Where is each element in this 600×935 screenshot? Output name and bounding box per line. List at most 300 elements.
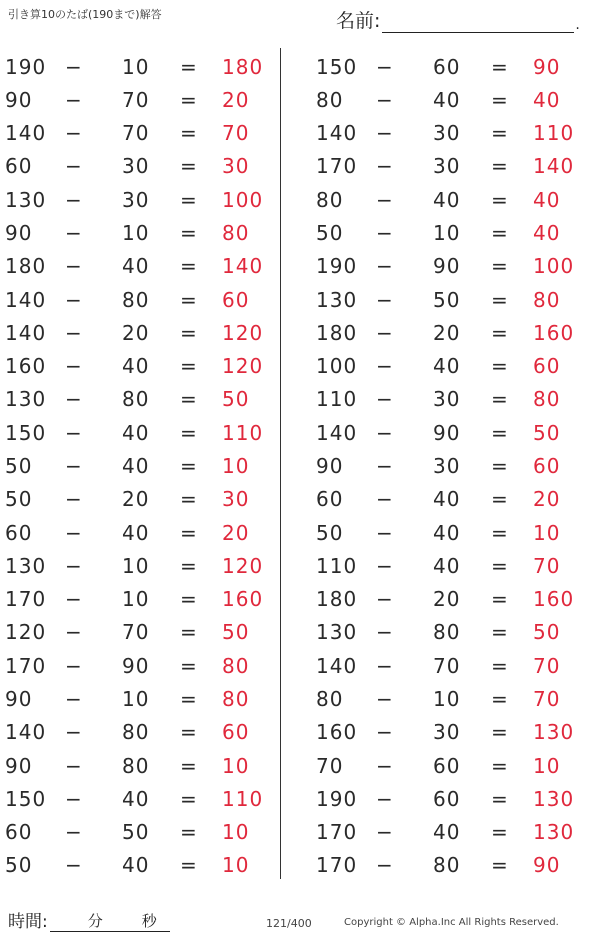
problem-row	[316, 583, 586, 616]
subtrahend: 40	[122, 786, 150, 811]
minus-sign: −	[65, 187, 83, 212]
answer: 160	[533, 587, 575, 612]
subtrahend: 80	[433, 620, 461, 645]
minus-sign: −	[65, 420, 83, 445]
equals-sign: =	[180, 653, 198, 678]
answer: 40	[533, 87, 561, 112]
minus-sign: −	[376, 454, 394, 479]
problem-row	[316, 383, 586, 416]
subtrahend: 20	[122, 320, 150, 345]
minuend: 170	[5, 587, 47, 612]
equals-sign: =	[180, 254, 198, 279]
answer: 10	[222, 853, 250, 878]
subtrahend: 30	[433, 720, 461, 745]
name-line-end-dot: .	[575, 17, 580, 33]
problem-row	[316, 749, 586, 782]
answer: 40	[533, 221, 561, 246]
answer: 70	[533, 553, 561, 578]
minuend: 140	[316, 420, 358, 445]
minus-sign: −	[376, 154, 394, 179]
equals-sign: =	[491, 487, 509, 512]
minuend: 60	[5, 820, 33, 845]
answer: 60	[533, 454, 561, 479]
problem-row	[5, 350, 275, 383]
subtrahend: 60	[433, 54, 461, 79]
minuend: 100	[316, 354, 358, 379]
minus-sign: −	[376, 54, 394, 79]
equals-sign: =	[180, 820, 198, 845]
problem-row	[5, 815, 275, 848]
equals-sign: =	[180, 620, 198, 645]
subtrahend: 30	[433, 387, 461, 412]
minus-sign: −	[65, 121, 83, 146]
minuend: 140	[316, 121, 358, 146]
subtrahend: 30	[433, 454, 461, 479]
problem-row	[316, 815, 586, 848]
answer: 80	[222, 653, 250, 678]
problem-row	[316, 183, 586, 216]
minus-sign: −	[376, 520, 394, 545]
subtrahend: 10	[122, 553, 150, 578]
minuend: 80	[316, 187, 344, 212]
subtrahend: 40	[433, 87, 461, 112]
answer: 30	[222, 154, 250, 179]
subtrahend: 70	[122, 87, 150, 112]
subtrahend: 20	[433, 320, 461, 345]
minus-sign: −	[376, 354, 394, 379]
subtrahend: 70	[122, 620, 150, 645]
problem-row	[316, 649, 586, 682]
equals-sign: =	[491, 720, 509, 745]
minus-sign: −	[376, 420, 394, 445]
problem-row	[316, 449, 586, 482]
answer: 120	[222, 553, 264, 578]
equals-sign: =	[491, 686, 509, 711]
subtrahend: 40	[433, 520, 461, 545]
subtrahend: 80	[122, 720, 150, 745]
minuend: 190	[316, 786, 358, 811]
problem-row	[5, 716, 275, 749]
equals-sign: =	[491, 121, 509, 146]
answer: 60	[222, 287, 250, 312]
minus-sign: −	[65, 487, 83, 512]
subtrahend: 70	[122, 121, 150, 146]
answer: 20	[533, 487, 561, 512]
minus-sign: −	[65, 786, 83, 811]
answer: 130	[533, 720, 575, 745]
equals-sign: =	[180, 720, 198, 745]
minus-sign: −	[65, 553, 83, 578]
answer: 80	[222, 686, 250, 711]
problem-row	[5, 549, 275, 582]
minus-sign: −	[65, 686, 83, 711]
answer: 140	[222, 254, 264, 279]
minus-sign: −	[376, 121, 394, 146]
equals-sign: =	[180, 420, 198, 445]
answer: 70	[533, 686, 561, 711]
problem-row	[5, 849, 275, 882]
minuend: 170	[316, 820, 358, 845]
copyright-notice: Copyright © Alpha.Inc All Rights Reserved.	[344, 917, 559, 928]
minuend: 110	[316, 553, 358, 578]
minus-sign: −	[376, 320, 394, 345]
problem-row	[5, 383, 275, 416]
worksheet-title: 引き算10のたば(190まで)解答	[8, 8, 162, 21]
subtrahend: 80	[122, 287, 150, 312]
minus-sign: −	[65, 820, 83, 845]
answer: 80	[222, 221, 250, 246]
equals-sign: =	[180, 387, 198, 412]
subtrahend: 90	[122, 653, 150, 678]
subtrahend: 40	[433, 553, 461, 578]
problem-row	[5, 50, 275, 83]
answer: 130	[533, 786, 575, 811]
subtrahend: 40	[122, 354, 150, 379]
problem-row	[316, 117, 586, 150]
subtrahend: 40	[433, 187, 461, 212]
subtrahend: 70	[433, 653, 461, 678]
minuend: 90	[5, 753, 33, 778]
minuend: 120	[5, 620, 47, 645]
subtrahend: 10	[433, 221, 461, 246]
name-blank-line	[382, 12, 574, 33]
minuend: 90	[5, 221, 33, 246]
minuend: 50	[316, 520, 344, 545]
seconds-label: 秒	[141, 912, 157, 930]
minus-sign: −	[376, 620, 394, 645]
answer: 50	[533, 620, 561, 645]
minuend: 130	[5, 387, 47, 412]
minuend: 50	[5, 454, 33, 479]
answer: 10	[222, 454, 250, 479]
minus-sign: −	[65, 587, 83, 612]
equals-sign: =	[180, 454, 198, 479]
problem-row	[316, 250, 586, 283]
minus-sign: −	[65, 287, 83, 312]
answer: 10	[533, 520, 561, 545]
equals-sign: =	[491, 254, 509, 279]
subtrahend: 10	[122, 587, 150, 612]
minuend: 190	[5, 54, 47, 79]
minus-sign: −	[65, 520, 83, 545]
minuend: 90	[5, 87, 33, 112]
minus-sign: −	[65, 387, 83, 412]
minuend: 190	[316, 254, 358, 279]
minuend: 140	[5, 287, 47, 312]
problem-row	[5, 583, 275, 616]
equals-sign: =	[491, 620, 509, 645]
problem-row	[5, 216, 275, 249]
answer: 180	[222, 54, 264, 79]
minuend: 150	[316, 54, 358, 79]
minuend: 130	[316, 287, 358, 312]
subtrahend: 40	[122, 520, 150, 545]
answer: 90	[533, 54, 561, 79]
problem-row	[5, 83, 275, 116]
subtrahend: 40	[433, 820, 461, 845]
minuend: 110	[316, 387, 358, 412]
problem-row	[5, 449, 275, 482]
subtrahend: 30	[433, 121, 461, 146]
minuend: 170	[316, 853, 358, 878]
minus-sign: −	[65, 720, 83, 745]
minus-sign: −	[376, 753, 394, 778]
minuend: 170	[5, 653, 47, 678]
equals-sign: =	[491, 387, 509, 412]
answer: 140	[533, 154, 575, 179]
answer: 110	[533, 121, 575, 146]
answer: 10	[533, 753, 561, 778]
answer: 110	[222, 786, 264, 811]
minus-sign: −	[376, 820, 394, 845]
minuend: 60	[316, 487, 344, 512]
answer: 80	[533, 287, 561, 312]
subtrahend: 80	[433, 853, 461, 878]
equals-sign: =	[180, 853, 198, 878]
minuend: 180	[316, 320, 358, 345]
page-number: 121/400	[266, 917, 312, 930]
answer: 70	[533, 653, 561, 678]
problem-row	[316, 83, 586, 116]
column-divider	[280, 48, 281, 879]
minuend: 60	[5, 154, 33, 179]
equals-sign: =	[180, 520, 198, 545]
subtrahend: 40	[122, 454, 150, 479]
problem-row	[316, 716, 586, 749]
problem-row	[316, 616, 586, 649]
problem-row	[316, 782, 586, 815]
subtrahend: 80	[122, 387, 150, 412]
problem-row	[5, 782, 275, 815]
equals-sign: =	[180, 553, 198, 578]
minus-sign: −	[65, 320, 83, 345]
answer: 90	[533, 853, 561, 878]
name-label: 名前:	[336, 10, 381, 32]
subtrahend: 40	[122, 254, 150, 279]
minuend: 160	[5, 354, 47, 379]
problem-row	[5, 749, 275, 782]
minus-sign: −	[376, 287, 394, 312]
problem-row	[5, 316, 275, 349]
problem-row	[316, 849, 586, 882]
answer: 80	[533, 387, 561, 412]
equals-sign: =	[491, 287, 509, 312]
problem-row	[5, 516, 275, 549]
minuend: 60	[5, 520, 33, 545]
problem-row	[316, 150, 586, 183]
problem-row	[316, 316, 586, 349]
answer: 20	[222, 520, 250, 545]
equals-sign: =	[180, 54, 198, 79]
minuend: 80	[316, 686, 344, 711]
subtrahend: 10	[122, 221, 150, 246]
answer: 160	[533, 320, 575, 345]
equals-sign: =	[180, 187, 198, 212]
minus-sign: −	[376, 720, 394, 745]
subtrahend: 60	[433, 786, 461, 811]
equals-sign: =	[491, 753, 509, 778]
minus-sign: −	[376, 853, 394, 878]
minuend: 170	[316, 154, 358, 179]
answer: 60	[222, 720, 250, 745]
equals-sign: =	[180, 487, 198, 512]
minus-sign: −	[376, 686, 394, 711]
minus-sign: −	[65, 254, 83, 279]
minus-sign: −	[376, 786, 394, 811]
equals-sign: =	[491, 454, 509, 479]
equals-sign: =	[180, 287, 198, 312]
minus-sign: −	[65, 87, 83, 112]
problem-row	[5, 649, 275, 682]
subtrahend: 20	[433, 587, 461, 612]
problem-row	[5, 682, 275, 715]
equals-sign: =	[180, 686, 198, 711]
answer: 100	[533, 254, 575, 279]
minuend: 50	[316, 221, 344, 246]
minus-sign: −	[376, 487, 394, 512]
subtrahend: 30	[122, 154, 150, 179]
minuend: 150	[5, 420, 47, 445]
equals-sign: =	[491, 187, 509, 212]
answer: 50	[222, 387, 250, 412]
equals-sign: =	[491, 853, 509, 878]
subtrahend: 80	[122, 753, 150, 778]
problem-row	[5, 616, 275, 649]
subtrahend: 90	[433, 254, 461, 279]
time-label: 時間:	[8, 912, 48, 932]
problem-row	[316, 350, 586, 383]
subtrahend: 30	[122, 187, 150, 212]
problem-row	[316, 516, 586, 549]
equals-sign: =	[491, 354, 509, 379]
equals-sign: =	[491, 54, 509, 79]
problem-row	[5, 283, 275, 316]
problem-row	[316, 216, 586, 249]
minus-sign: −	[376, 653, 394, 678]
minuend: 90	[316, 454, 344, 479]
minuend: 180	[5, 254, 47, 279]
subtrahend: 40	[433, 487, 461, 512]
minus-sign: −	[376, 187, 394, 212]
minus-sign: −	[65, 620, 83, 645]
time-blank-line	[50, 911, 170, 932]
subtrahend: 10	[122, 686, 150, 711]
answer: 50	[533, 420, 561, 445]
answer: 40	[533, 187, 561, 212]
minuend: 150	[5, 786, 47, 811]
minuend: 70	[316, 753, 344, 778]
minus-sign: −	[65, 154, 83, 179]
equals-sign: =	[180, 121, 198, 146]
equals-sign: =	[491, 87, 509, 112]
answer: 160	[222, 587, 264, 612]
subtrahend: 10	[122, 54, 150, 79]
name-field	[336, 6, 580, 33]
answer: 60	[533, 354, 561, 379]
minutes-label: 分	[87, 912, 103, 930]
minuend: 140	[316, 653, 358, 678]
subtrahend: 40	[122, 853, 150, 878]
answer: 20	[222, 87, 250, 112]
minuend: 130	[5, 187, 47, 212]
equals-sign: =	[180, 87, 198, 112]
problem-row	[316, 549, 586, 582]
minuend: 130	[5, 553, 47, 578]
answer: 100	[222, 187, 264, 212]
answer: 30	[222, 487, 250, 512]
subtrahend: 50	[122, 820, 150, 845]
equals-sign: =	[180, 354, 198, 379]
minus-sign: −	[65, 354, 83, 379]
answer: 10	[222, 753, 250, 778]
answer: 110	[222, 420, 264, 445]
equals-sign: =	[491, 420, 509, 445]
problem-row	[316, 483, 586, 516]
problem-row	[5, 183, 275, 216]
problem-row	[316, 416, 586, 449]
equals-sign: =	[491, 553, 509, 578]
equals-sign: =	[491, 221, 509, 246]
minus-sign: −	[65, 753, 83, 778]
minus-sign: −	[376, 587, 394, 612]
equals-sign: =	[491, 520, 509, 545]
minuend: 50	[5, 853, 33, 878]
minus-sign: −	[376, 387, 394, 412]
subtrahend: 30	[433, 154, 461, 179]
minuend: 80	[316, 87, 344, 112]
problem-row	[5, 250, 275, 283]
answer: 10	[222, 820, 250, 845]
right-problem-column	[316, 50, 586, 882]
minuend: 140	[5, 121, 47, 146]
problem-row	[316, 50, 586, 83]
minus-sign: −	[65, 454, 83, 479]
subtrahend: 60	[433, 753, 461, 778]
subtrahend: 50	[433, 287, 461, 312]
equals-sign: =	[491, 154, 509, 179]
minus-sign: −	[376, 87, 394, 112]
minus-sign: −	[65, 221, 83, 246]
answer: 50	[222, 620, 250, 645]
equals-sign: =	[180, 753, 198, 778]
equals-sign: =	[180, 221, 198, 246]
minus-sign: −	[65, 653, 83, 678]
answer: 120	[222, 320, 264, 345]
equals-sign: =	[180, 587, 198, 612]
minuend: 180	[316, 587, 358, 612]
answer: 130	[533, 820, 575, 845]
minuend: 140	[5, 720, 47, 745]
minus-sign: −	[65, 853, 83, 878]
subtrahend: 20	[122, 487, 150, 512]
minus-sign: −	[376, 553, 394, 578]
problem-row	[5, 150, 275, 183]
subtrahend: 40	[433, 354, 461, 379]
equals-sign: =	[180, 786, 198, 811]
answer: 120	[222, 354, 264, 379]
equals-sign: =	[491, 653, 509, 678]
equals-sign: =	[491, 786, 509, 811]
equals-sign: =	[491, 320, 509, 345]
minuend: 90	[5, 686, 33, 711]
problem-row	[5, 117, 275, 150]
problem-row	[5, 483, 275, 516]
minuend: 50	[5, 487, 33, 512]
problem-row	[5, 416, 275, 449]
left-problem-column	[5, 50, 275, 882]
equals-sign: =	[180, 154, 198, 179]
equals-sign: =	[180, 320, 198, 345]
